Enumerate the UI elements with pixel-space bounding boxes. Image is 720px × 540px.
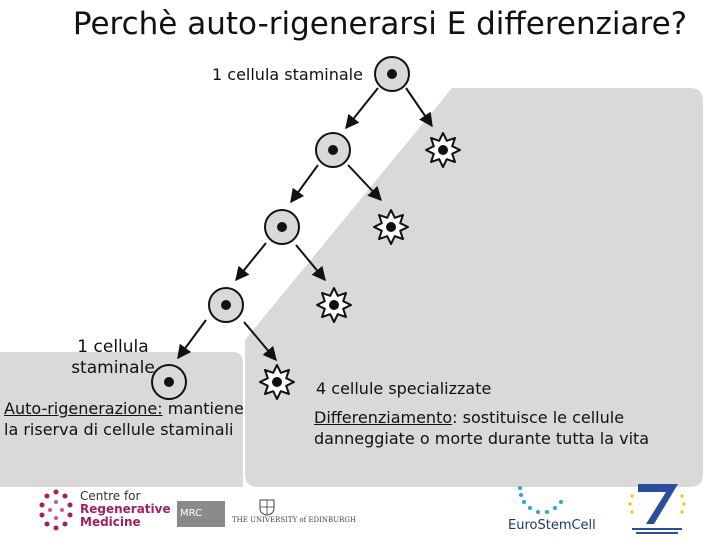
crm-line1: Centre for	[80, 489, 141, 503]
stem-cell	[209, 288, 243, 322]
top-stem-cell-label: 1 cellula staminale	[212, 65, 363, 84]
arrow	[406, 88, 432, 126]
specialized-cell	[317, 288, 351, 322]
final-stem-cell-label-line1: 1 cellula	[77, 337, 149, 357]
crm-text	[80, 490, 171, 529]
differentiation-term: Differenziamento	[314, 408, 453, 427]
crm-line2: Regenerative	[80, 502, 171, 516]
self-renewal-description	[4, 398, 244, 440]
fp7-emblem-icon	[624, 480, 690, 536]
arrow	[346, 88, 378, 128]
edinburgh-text: THE UNIVERSITY of EDINBURGH	[232, 516, 357, 524]
edinburgh-crest-icon	[259, 499, 275, 516]
self-renewal-text: mantiene la riserva di cellule staminali	[4, 399, 244, 439]
slide-title: Perchè auto-rigenerarsi E differenziare?	[72, 6, 688, 42]
crm-logo	[36, 488, 176, 534]
specialized-cell	[426, 133, 460, 167]
specialized-cell	[260, 365, 294, 399]
crm-dots-icon	[36, 488, 76, 532]
eurostemcell-logo	[506, 484, 606, 536]
mrc-logo: MRC	[177, 501, 225, 527]
specialized-cells-label: 4 cellule specializzate	[316, 379, 492, 398]
arrow	[291, 165, 318, 202]
final-stem-cell-label	[58, 337, 168, 379]
self-renewal-term: Auto-rigenerazione:	[4, 399, 163, 418]
eurostemcell-dots-icon	[512, 484, 572, 518]
stem-cell	[316, 133, 350, 167]
stem-cell	[265, 210, 299, 244]
edinburgh-logo	[232, 499, 357, 529]
arrow	[236, 243, 266, 280]
stem-cell	[375, 57, 409, 91]
fp7-logo	[624, 480, 690, 536]
final-stem-cell-label-line2: staminale	[71, 358, 155, 378]
differentiation-description	[314, 407, 694, 449]
specialized-cell	[374, 210, 408, 244]
differentiation-text: : sostituisce le cellule danneggiate o morte durante tutta la vita	[314, 408, 650, 448]
crm-line3: Medicine	[80, 515, 141, 529]
eurostemcell-text: EuroStemCell	[508, 518, 596, 533]
